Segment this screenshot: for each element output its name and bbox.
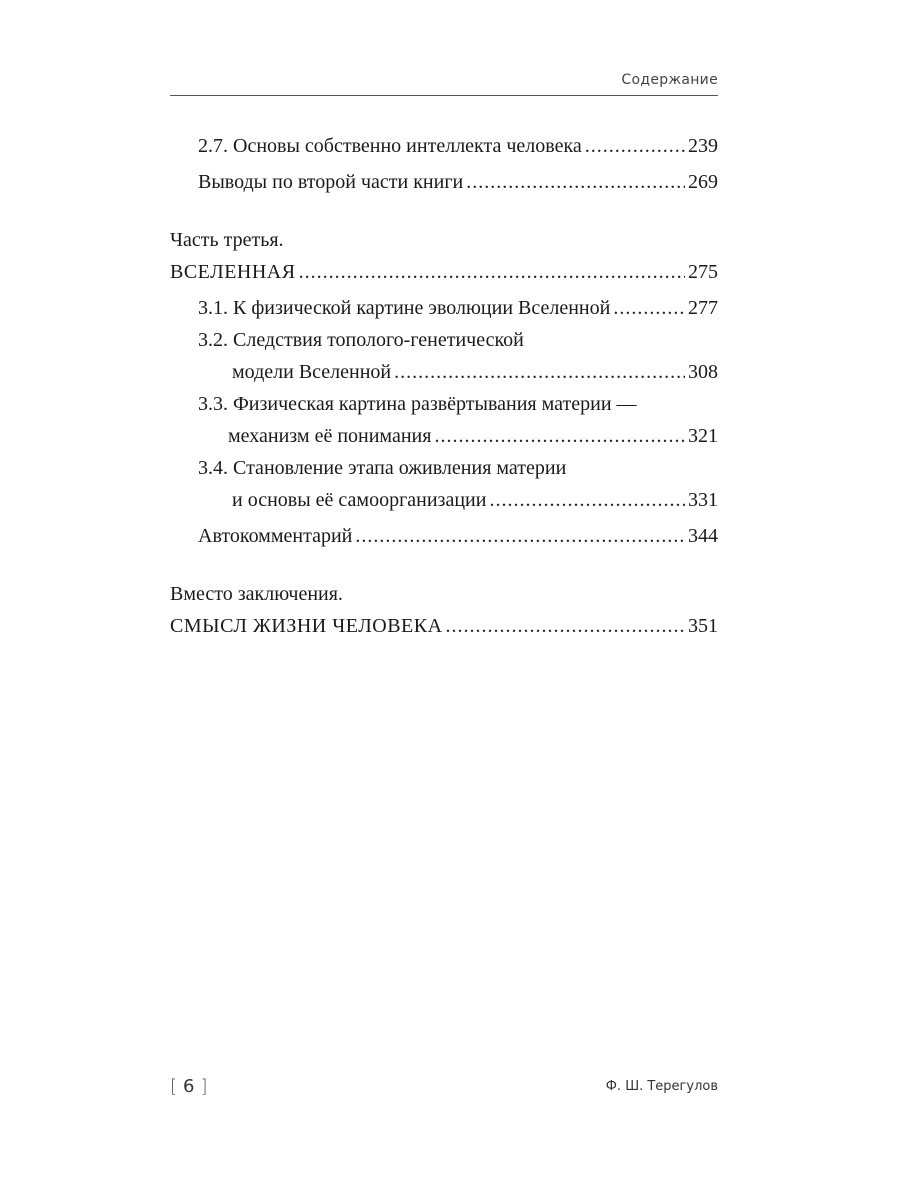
spacer xyxy=(170,554,718,580)
dot-leader xyxy=(394,354,685,390)
toc-entry-title: 3.2. Следствия тополого-генетической xyxy=(198,329,524,351)
toc-entry-title-continued: модели Вселенной xyxy=(232,361,392,383)
toc-entry-title: Автокомментарий xyxy=(198,525,353,547)
toc-entry-page: 344 xyxy=(688,525,718,547)
toc-part-title: ВСЕЛЕННАЯ xyxy=(170,261,296,283)
folio xyxy=(170,1076,208,1097)
toc-entry-title: 2.7. Основы собственно интеллекта человека xyxy=(198,135,582,157)
toc-entry-title: 3.3. Физическая картина развёртывания материи — xyxy=(198,393,637,415)
part-label: Часть третья. xyxy=(170,229,284,251)
bracket-close: ] xyxy=(200,1076,208,1097)
toc-entry-line1[interactable] xyxy=(170,326,718,354)
toc-entry-line2[interactable] xyxy=(170,482,718,518)
toc-entry[interactable] xyxy=(170,128,718,164)
toc-part-entry[interactable] xyxy=(170,608,718,644)
dot-leader xyxy=(434,418,685,454)
toc-entry-line1[interactable] xyxy=(170,390,718,418)
toc-entry-page: 321 xyxy=(688,425,718,447)
toc-entry-line2[interactable] xyxy=(170,418,718,454)
toc-entry-page: 239 xyxy=(688,135,718,157)
running-title: Содержание xyxy=(621,72,718,88)
running-header xyxy=(170,70,718,96)
toc-entry-page: 269 xyxy=(688,171,718,193)
toc-entry-page: 275 xyxy=(688,261,718,283)
dot-leader xyxy=(466,164,685,200)
toc-entry-title-continued: механизм её понимания xyxy=(228,425,432,447)
dot-leader xyxy=(355,518,685,554)
toc-entry-title: Выводы по второй части книги xyxy=(198,171,464,193)
spacer xyxy=(170,200,718,226)
table-of-contents xyxy=(170,128,718,644)
toc-part-entry[interactable] xyxy=(170,254,718,290)
part-label: Вместо заключения. xyxy=(170,583,343,605)
toc-entry-page: 331 xyxy=(688,489,718,511)
toc-entry-title: 3.4. Становление этапа оживления материи xyxy=(198,457,567,479)
toc-entry-title: 3.1. К физической картине эволюции Вселенной xyxy=(198,297,611,319)
bracket-open: [ xyxy=(170,1076,178,1097)
toc-entry-line2[interactable] xyxy=(170,354,718,390)
toc-entry-title-continued: и основы её самоорганизации xyxy=(232,489,487,511)
dot-leader xyxy=(489,482,685,518)
author-name: Ф. Ш. Терегулов xyxy=(605,1079,718,1094)
dot-leader xyxy=(446,608,685,644)
toc-entry-line1[interactable] xyxy=(170,454,718,482)
page-footer xyxy=(170,1076,718,1106)
dot-leader xyxy=(613,290,685,326)
toc-entry-page: 308 xyxy=(688,361,718,383)
toc-entry[interactable] xyxy=(170,164,718,200)
page-number: 6 xyxy=(183,1076,195,1097)
toc-entry[interactable] xyxy=(170,518,718,554)
dot-leader xyxy=(585,128,685,164)
toc-entry[interactable] xyxy=(170,290,718,326)
toc-part-title: СМЫСЛ ЖИЗНИ ЧЕЛОВЕКА xyxy=(170,615,443,637)
toc-entry-page: 351 xyxy=(688,615,718,637)
dot-leader xyxy=(299,254,685,290)
toc-entry-page: 277 xyxy=(688,297,718,319)
